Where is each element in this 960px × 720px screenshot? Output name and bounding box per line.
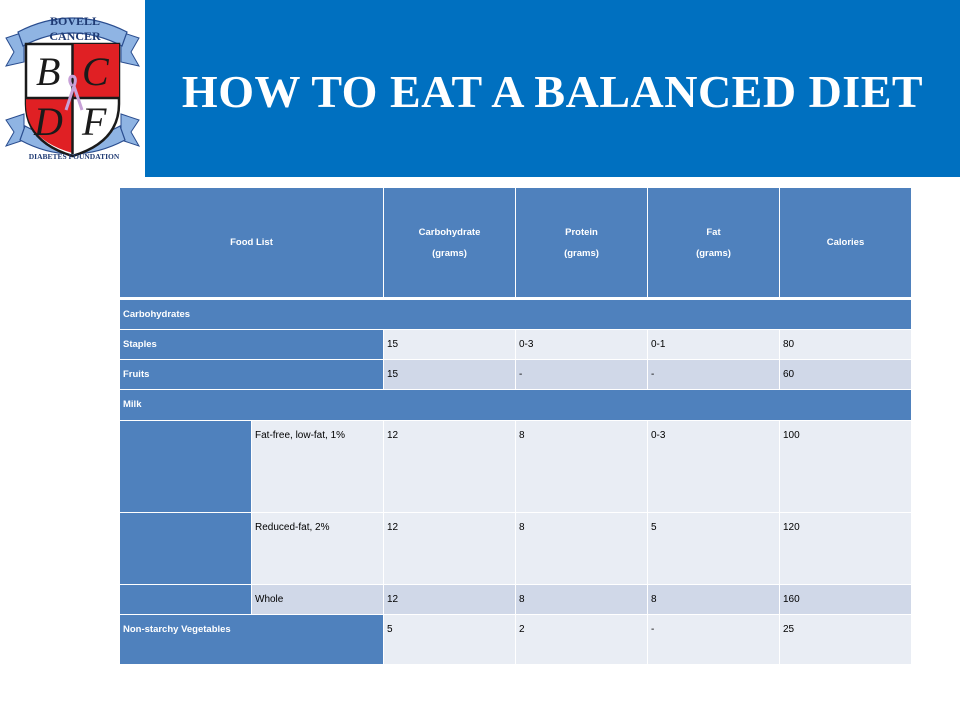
fat-cell: - — [648, 615, 780, 665]
header-label: Protein — [565, 226, 598, 238]
calories-cell: 25 — [780, 615, 912, 665]
protein-cell: 8 — [516, 421, 648, 514]
food-list-table — [120, 188, 912, 665]
row-label: Fruits — [120, 360, 384, 390]
calories-cell: 120 — [780, 513, 912, 584]
protein-cell: - — [516, 360, 648, 390]
row-label: Staples — [120, 330, 384, 360]
calories-cell: 100 — [780, 421, 912, 514]
table-row-staples — [120, 330, 912, 360]
logo-letter-d: D — [34, 99, 63, 144]
header-fat — [648, 188, 780, 300]
logo-letter-c: C — [82, 49, 109, 94]
protein-cell: 8 — [516, 585, 648, 615]
fat-cell: - — [648, 360, 780, 390]
protein-cell: 0-3 — [516, 330, 648, 360]
header-unit: (grams) — [564, 247, 599, 259]
section-row-carbohydrates — [120, 300, 912, 330]
header-label: Fat — [706, 226, 721, 238]
header-label: Calories — [826, 237, 865, 248]
row-label: Non-starchy Vegetables — [120, 615, 384, 665]
foundation-logo — [0, 0, 145, 177]
calories-cell: 80 — [780, 330, 912, 360]
fat-cell: 8 — [648, 585, 780, 615]
section-label: Carbohydrates — [120, 300, 912, 330]
table-row-fat-free-milk — [120, 421, 912, 514]
header-unit: (grams) — [432, 247, 467, 259]
table-row-reduced-fat-milk — [120, 513, 912, 584]
logo-bottom-text: DIABETES FOUNDATION — [28, 152, 120, 161]
carb-cell: 15 — [384, 330, 516, 360]
header-label: Food List — [230, 237, 273, 248]
carb-cell: 12 — [384, 585, 516, 615]
logo-letter-b: B — [36, 49, 61, 94]
blank-label-cell — [120, 513, 252, 584]
fat-cell: 5 — [648, 513, 780, 584]
carb-cell: 15 — [384, 360, 516, 390]
logo-letter-f: F — [82, 99, 107, 144]
table-header-row — [120, 188, 912, 300]
header-calories — [780, 188, 912, 300]
carb-cell: 12 — [384, 513, 516, 584]
header-label: Carbohydrate — [418, 226, 481, 238]
row-label: Fat-free, low-fat, 1% — [252, 421, 384, 514]
row-label: Reduced-fat, 2% — [252, 513, 384, 584]
table-row-fruits — [120, 360, 912, 390]
header-food-list — [120, 188, 384, 300]
protein-cell: 8 — [516, 513, 648, 584]
blank-label-cell — [120, 585, 252, 615]
carb-cell: 5 — [384, 615, 516, 665]
protein-cell: 2 — [516, 615, 648, 665]
table-row-whole-milk — [120, 585, 912, 615]
row-label: Whole — [252, 585, 384, 615]
fat-cell: 0-1 — [648, 330, 780, 360]
section-row-milk — [120, 390, 912, 420]
table-row-vegetables — [120, 615, 912, 665]
header-unit: (grams) — [696, 247, 731, 259]
header-protein — [516, 188, 648, 300]
logo-top-text: BOVELL CANCER — [49, 14, 101, 43]
calories-cell: 160 — [780, 585, 912, 615]
fat-cell: 0-3 — [648, 421, 780, 514]
slide-title: HOW TO EAT A BALANCED DIET — [181, 66, 924, 117]
calories-cell: 60 — [780, 360, 912, 390]
header-carbohydrate — [384, 188, 516, 300]
blank-label-cell — [120, 421, 252, 514]
carb-cell: 12 — [384, 421, 516, 514]
section-label: Milk — [120, 390, 912, 420]
